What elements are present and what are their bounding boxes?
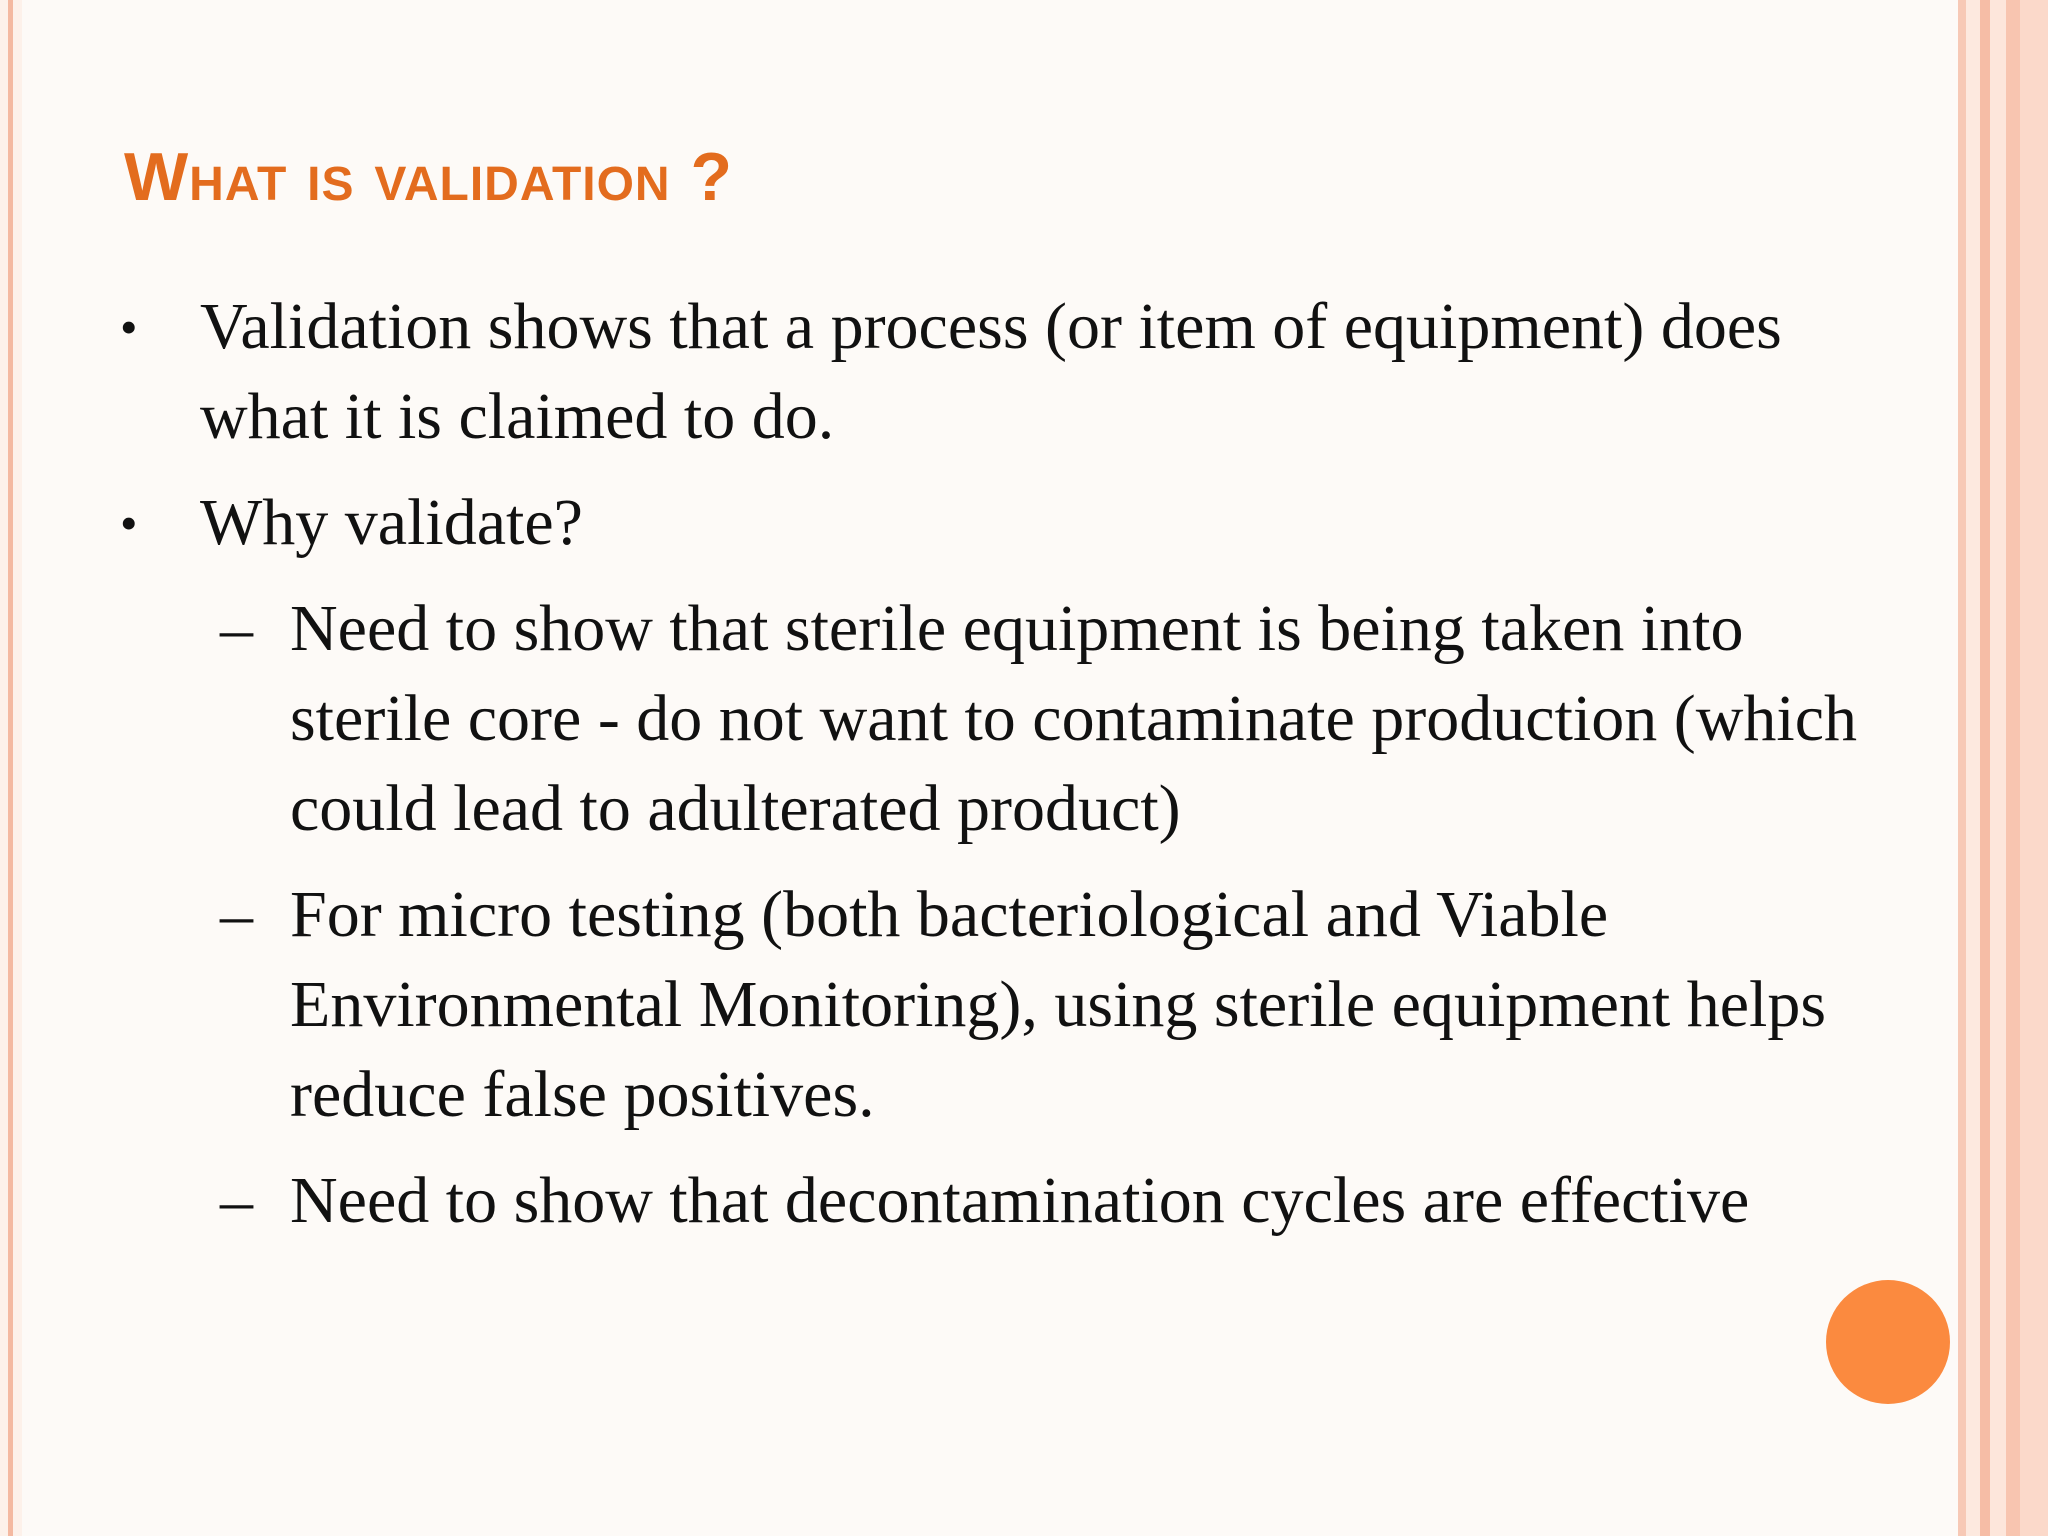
dash-marker: –: [220, 878, 253, 951]
right-decor-bar: [1980, 0, 1990, 1536]
right-decor-bar: [2020, 0, 2048, 1536]
sub-bullet-item: [220, 1156, 1880, 1246]
bullet-marker: •: [120, 299, 138, 355]
sub-bullet-text: For micro testing (both bacteriological and Viable Environmental Monitoring), using sterile equipment helps reduce false positives.: [290, 878, 1827, 1131]
sub-bullet-item: [220, 870, 1880, 1140]
bullet-item: [120, 282, 1880, 462]
slide-content: [120, 282, 1880, 1246]
left-frame-line: [8, 0, 13, 1536]
bullet-text: Why validate?: [200, 486, 583, 559]
dash-marker: –: [220, 592, 253, 665]
bullet-item: [120, 478, 1880, 568]
accent-circle: [1826, 1280, 1950, 1404]
slide-title: What is validation ?: [124, 139, 734, 215]
right-decor-bar: [1958, 0, 1966, 1536]
bullet-text: Validation shows that a process (or item of equipment) does what it is claimed to do.: [200, 290, 1782, 453]
right-decor-bar: [1990, 0, 2006, 1536]
bullet-marker: •: [120, 495, 138, 551]
sub-bullet-text: Need to show that sterile equipment is being taken into sterile core - do not want to contaminate production (which could lead to adulterated product): [290, 592, 1858, 845]
right-decor-bar: [2006, 0, 2020, 1536]
dash-marker: –: [220, 1164, 253, 1237]
sub-bullet-text: Need to show that decontamination cycles are effective: [290, 1164, 1750, 1237]
right-decor-bar: [1966, 0, 1980, 1536]
sub-bullet-item: [220, 584, 1880, 854]
